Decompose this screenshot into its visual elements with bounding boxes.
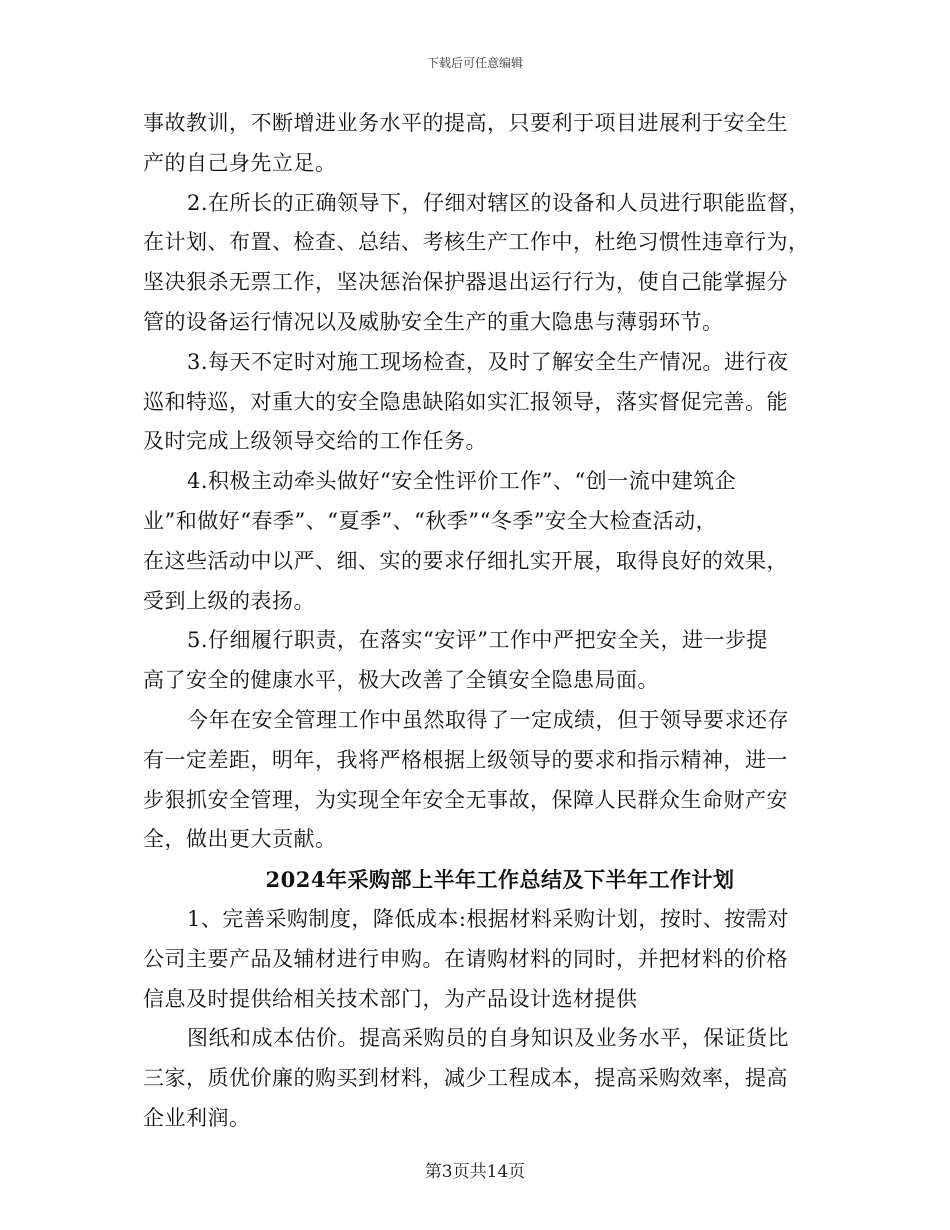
body-line: 在计划、布置、检查、总结、考核生产工作中，杜绝习惯性违章行为，	[143, 230, 810, 255]
paragraph-start: 1、完善采购制度，降低成本:根据材料采购计划，按时、按需对	[187, 906, 789, 931]
body-line: 公司主要产品及辅材进行申购。在请购材料的同时，并把材料的价格	[143, 946, 788, 971]
body-line: 管的设备运行情况以及威胁安全生产的重大隐患与薄弱环节。	[143, 309, 724, 334]
body-line: 全，做出更大贡献。	[143, 827, 337, 852]
page-header: 下载后可任意编辑	[426, 56, 523, 70]
page-footer: 第3页共14页	[424, 1162, 526, 1182]
body-line: 企业利润。	[143, 1105, 251, 1130]
paragraph-start: 图纸和成本估价。提高采购员的自身知识及业务水平，保证货比	[187, 1026, 789, 1051]
body-line: 受到上级的表扬。	[143, 588, 315, 613]
body-line: 在这些活动中以严、细、实的要求仔细扎实开展，取得良好的效果，	[143, 548, 788, 573]
body-line: 业”和做好“春季”、“夏季”、“秋季”“冬季”安全大检查活动，	[143, 508, 718, 533]
body-line: 坚决狠杀无票工作，坚决惩治保护器退出运行行为，使自己能掌握分	[143, 270, 788, 295]
body-line: 高了安全的健康水平，极大改善了全镇安全隐患局面。	[143, 668, 659, 693]
section-title: 2024年采购部上半年工作总结及下半年工作计划	[265, 867, 735, 893]
body-line: 事故教训，不断增进业务水平的提高，只要利于项目进展利于安全生	[143, 111, 788, 135]
body-line: 巡和特巡，对重大的安全隐患缺陷如实汇报领导，落实督促完善。能	[143, 389, 788, 414]
paragraph-start: 今年在安全管理工作中虽然取得了一定成绩，但于领导要求还存	[187, 707, 789, 732]
body-line: 产的自己身先立足。	[143, 150, 337, 175]
document-body	[143, 104, 813, 1139]
paragraph-start: 4.积极主动牵头做好“安全性评价工作”、“创一流中建筑企	[187, 469, 737, 494]
body-line: 信息及时提供给相关技术部门，为产品设计选材提供	[143, 986, 638, 1011]
body-line: 有一定差距，明年，我将严格根据上级领导的要求和指示精神，进一	[143, 747, 788, 772]
paragraph-start: 5.仔细履行职责，在落实“安评”工作中严把安全关，进一步提	[187, 628, 769, 653]
body-line: 步狠抓安全管理，为实现全年安全无事故，保障人民群众生命财产安	[143, 787, 788, 812]
paragraph-start: 3.每天不定时对施工现场检查，及时了解安全生产情况。进行夜	[187, 349, 789, 374]
body-line: 及时完成上级领导交给的工作任务。	[143, 429, 487, 454]
body-line: 三家，质优价廉的购买到材料，减少工程成本，提高采购效率，提高	[143, 1066, 788, 1091]
paragraph-start: 2.在所长的正确领导下，仔细对辖区的设备和人员进行职能监督，	[187, 190, 811, 215]
